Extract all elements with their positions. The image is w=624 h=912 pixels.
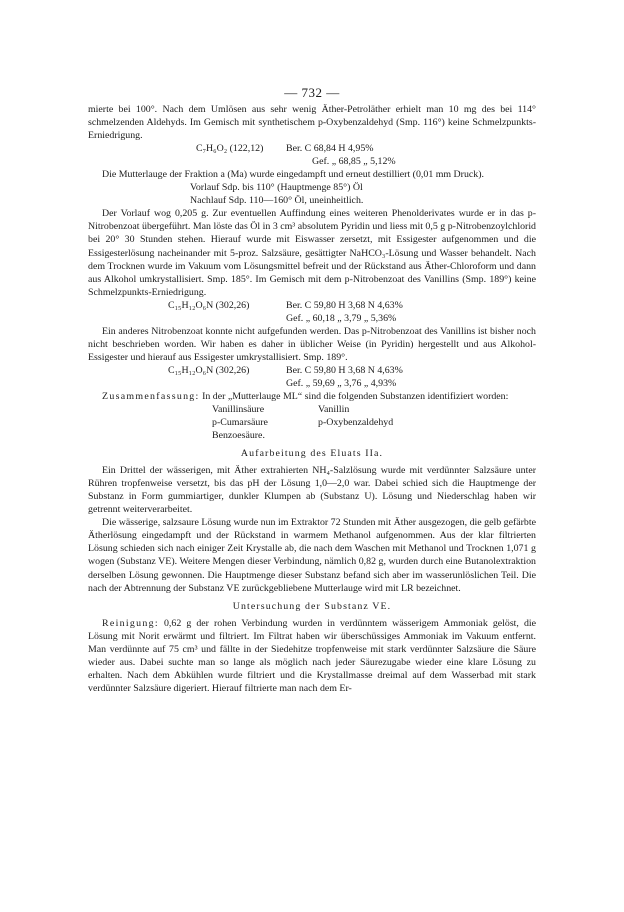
paragraph-summary — [88, 390, 536, 403]
paragraph-extraction: Die wässerige, salzsaure Lösung wurde nun im Extraktor 72 Stunden mit Äther ausgezogen, die gelb gefärbte Ätherlösung eingedampft und der Rückstand in warmem Methanol aufgenommen. Aus der klar filtrierten Lösung schieden sich nach einiger Zeit Krystalle ab, die nach dem Waschen mit Methanol und Trocknen 1,071 g wogen (Substanz VE). Weitere Mengen dieser Verbindung, nämlich 0,82 g, wurden durch eine Butanolextraktion derselben Lösung gewonnen. Die Hauptmenge dieser Substanz befand sich aber im wasserunlöslichen Teil. Die nach der Abtrennung der Substanz VE zurückgebliebene Mutterlauge wird mit LR bezeichnet. — [88, 517, 536, 594]
formula-compound: C₇H₆O₂ (122,12) — [196, 143, 264, 155]
formula-found: Gef. „ 68,85 „ 5,12% — [312, 156, 396, 168]
formula-calculated: Ber. C 68,84 H 4,95% — [286, 143, 374, 155]
purification-label: Reinigung: — [102, 617, 159, 629]
analysis-formula-1-found — [88, 155, 536, 168]
summary-label: Zusammenfassung: — [102, 391, 200, 403]
analysis-formula-3 — [88, 364, 536, 377]
substance-item: Vanillin — [318, 404, 350, 416]
analysis-formula-3-found — [88, 377, 536, 390]
substance-item: p-Cumarsäure — [212, 417, 268, 429]
paragraph-aldehyde-result: mierte bei 100°. Nach dem Umlösen aus sehr wenig Äther-Petroläther erhielt man 10 mg des bei 114° schmelzenden Aldehyds. Im Gemisch mit synthetischem p-Oxybenzaldehyd (Smp. 116°) keine Schmelzpunkts-Erniedrigung. — [88, 104, 536, 142]
distillation-forerun: Vorlauf Sdp. bis 110° (Hauptmenge 85°) Öl — [190, 182, 363, 194]
substance-item: Benzoesäure. — [212, 430, 265, 442]
substance-item: Vanillinsäure — [212, 404, 265, 416]
distillation-line-1 — [88, 181, 536, 194]
formula-compound: C₁₅H₁₂O₆N (302,26) — [168, 364, 250, 376]
paragraph-purification — [88, 617, 536, 695]
formula-compound: C₁₅H₁₂O₆N (302,26) — [168, 299, 250, 311]
substance-item: p-Oxybenzaldehyd — [318, 417, 394, 429]
analysis-formula-1 — [88, 142, 536, 155]
distillation-line-2 — [88, 194, 536, 207]
paragraph-nitrobenzoate: Der Vorlauf wog 0,205 g. Zur eventuellen Auffindung eines weiteren Phenolderivates wurde er in das p-Nitrobenzoat übergeführt. Man löste das Öl in 3 cm³ absolutem Pyridin und liess mit 0,5 g p-Nitrobenzoylchlorid bei 20° 30 Stunden stehen. Hierauf wurde mit Eiswasser zersetzt, mit Essigester aufgenommen und die Essigesterlösung nacheinander mit 5-proz. Salzsäure, gesättigter NaHCO₃-Lösung und Wasser behandelt. Nach dem Trocknen wurde im Vakuum vom Lösungsmittel befreit und der Rückstand aus Äther-Chloroform und dann aus Alkohol umkrystallisiert. Smp. 185°. Im Gemisch mit dem p-Nitrobenzoat des Vanillins (Smp. 189°) keine Schmelzpunkts-Erniedrigung. — [88, 208, 536, 298]
section-heading-eluate: Aufarbeitung des Eluats IIa. — [240, 448, 384, 460]
paragraph-eluate-workup: Ein Drittel der wässerigen, mit Äther extrahierten NH₄-Salzlösung wurde mit verdünnter Salzsäure unter Rühren tropfenweise versetzt, bis das pH der Lösung 1,0—2,0 war. Dabei schied sich die Hauptmenge der Substanz in Form gummiartiger, dunkler Klumpen ab (Substanz U). Lösung und Niederschlag haben wir getrennt weiterverarbeitet. — [88, 465, 536, 516]
formula-calculated: Ber. C 59,80 H 3,68 N 4,63% — [286, 299, 403, 311]
formula-calculated: Ber. C 59,80 H 3,68 N 4,63% — [286, 364, 403, 376]
page-number: — 732 — — [284, 85, 340, 100]
paragraph-mother-liquor: Die Mutterlauge der Fraktion a (Ma) wurde eingedampft und erneut destilliert (0,01 mm Druck). — [102, 169, 484, 181]
formula-found: Gef. „ 60,18 „ 3,79 „ 5,36% — [286, 312, 397, 324]
summary-text: In der „Mutterlauge ML“ sind die folgenden Substanzen identifiziert worden: — [202, 391, 509, 403]
paragraph-vanillin-nitrobenzoate: Ein anderes Nitrobenzoat konnte nicht aufgefunden werden. Das p-Nitrobenzoat des Vanillins ist bisher noch nicht beschrieben worden. Wir haben es daher in üblicher Weise (in Pyridin) hergestellt und aus Alkohol-Essigester und hierauf aus Essigester umkrystallisiert. Smp. 189°. — [88, 325, 536, 363]
analysis-formula-2-found — [88, 312, 536, 325]
purification-text: 0,62 g der rohen Verbindung wurden in verdünntem wässerigem Ammoniak gelöst, die Lösung mit Norit erwärmt und filtriert. Im Filtrat haben wir überschüssiges Ammoniak im Vakuum entfernt. Man verdünnte auf 75 cm³ und fällte in der Siedehitze tropfenweise mit stark verdünnter Salzsäure die Säure wieder aus. Dabei suchte man so lange als möglich nach jeder Säurezugabe wieder eine klare Lösung zu erhalten. Nach dem Abkühlen wurde filtriert und die Krystallmasse dreimal auf dem Wasserbad mit stark verdünnter Salzsäure digeriert. Hierauf filtrierte man nach dem Er- — [88, 617, 537, 694]
section-heading-substance-ve: Untersuchung der Substanz VE. — [232, 600, 392, 612]
distillation-afterrun: Nachlauf Sdp. 110—160° Öl, uneinheitlich. — [190, 195, 364, 207]
formula-found: Gef. „ 59,69 „ 3,76 „ 4,93% — [286, 377, 397, 389]
document-page — [88, 86, 536, 695]
identified-substances-list — [88, 403, 536, 442]
analysis-formula-2 — [88, 299, 536, 312]
